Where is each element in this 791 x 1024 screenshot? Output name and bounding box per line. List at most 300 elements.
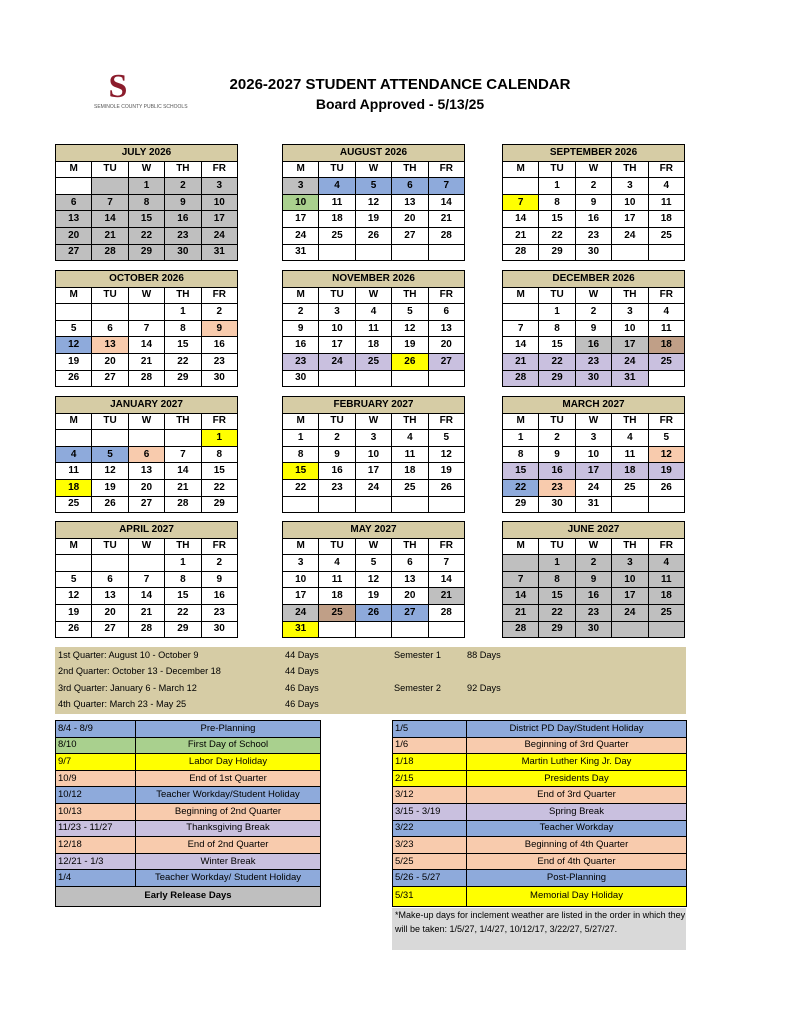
day-cell: 8 — [201, 446, 237, 463]
day-cell: 24 — [612, 353, 648, 370]
day-cell — [355, 244, 391, 261]
day-cell: 13 — [392, 194, 428, 211]
day-cell: 3 — [355, 430, 391, 447]
day-cell: 25 — [319, 227, 355, 244]
weekday-header: TH — [612, 161, 648, 178]
month-september-2026 — [502, 144, 685, 261]
weekday-header: W — [128, 161, 164, 178]
day-cell: 11 — [319, 194, 355, 211]
day-cell: 3 — [283, 178, 319, 195]
month-june-2027 — [502, 521, 685, 638]
day-cell: 19 — [56, 604, 92, 621]
day-cell — [503, 178, 539, 195]
legend-date: 1/18 — [393, 754, 467, 771]
weekday-header: TU — [319, 538, 355, 555]
day-cell — [612, 496, 648, 513]
month-name: MAY 2027 — [283, 522, 465, 539]
day-cell: 21 — [428, 211, 464, 228]
day-cell — [428, 621, 464, 638]
semester1-label: Semester 1 — [394, 650, 441, 660]
semester2-label: Semester 2 — [394, 683, 441, 693]
day-cell: 5 — [355, 178, 391, 195]
day-cell: 25 — [612, 479, 648, 496]
day-cell: 11 — [392, 446, 428, 463]
day-cell: 2 — [539, 430, 575, 447]
weekday-header: W — [355, 538, 391, 555]
legend-date: 12/21 - 1/3 — [56, 853, 136, 870]
day-cell: 25 — [56, 496, 92, 513]
day-cell: 13 — [92, 337, 128, 354]
legend-row — [393, 770, 687, 787]
day-cell: 19 — [428, 463, 464, 480]
day-cell: 9 — [283, 320, 319, 337]
day-cell: 1 — [165, 304, 201, 321]
month-october-2026 — [55, 270, 238, 387]
day-cell: 29 — [201, 496, 237, 513]
legend-date: 8/4 - 8/9 — [56, 721, 136, 738]
day-cell: 11 — [648, 320, 684, 337]
day-cell: 8 — [165, 571, 201, 588]
day-cell: 16 — [575, 588, 611, 605]
day-cell: 3 — [319, 304, 355, 321]
day-cell: 16 — [201, 337, 237, 354]
day-cell: 22 — [503, 479, 539, 496]
weekday-header: TH — [612, 538, 648, 555]
day-cell: 9 — [575, 320, 611, 337]
day-cell: 21 — [128, 353, 164, 370]
day-cell: 15 — [201, 463, 237, 480]
day-cell: 1 — [539, 555, 575, 572]
day-cell: 6 — [92, 571, 128, 588]
day-cell: 4 — [648, 304, 684, 321]
weekday-header: TU — [539, 538, 575, 555]
day-cell: 5 — [56, 571, 92, 588]
weekday-header: FR — [201, 413, 237, 430]
day-cell: 11 — [612, 446, 648, 463]
month-name: DECEMBER 2026 — [503, 271, 685, 288]
day-cell: 11 — [648, 571, 684, 588]
day-cell: 5 — [392, 304, 428, 321]
day-cell: 22 — [165, 604, 201, 621]
legend-row — [56, 803, 321, 820]
weekday-header: FR — [648, 161, 684, 178]
day-cell: 13 — [428, 320, 464, 337]
weekday-header: TU — [539, 161, 575, 178]
weekday-header: TH — [165, 538, 201, 555]
day-cell: 27 — [92, 621, 128, 638]
day-cell: 19 — [648, 463, 684, 480]
day-cell: 10 — [612, 194, 648, 211]
day-cell: 24 — [575, 479, 611, 496]
day-cell: 4 — [648, 178, 684, 195]
semester2-days: 92 Days — [467, 683, 501, 693]
day-cell: 27 — [392, 227, 428, 244]
day-cell: 2 — [283, 304, 319, 321]
legend-date: 1/4 — [56, 870, 136, 887]
day-cell — [56, 555, 92, 572]
day-cell: 31 — [283, 621, 319, 638]
weekday-header: FR — [648, 413, 684, 430]
day-cell: 15 — [283, 463, 319, 480]
legend-row — [56, 770, 321, 787]
legend-label: Teacher Workday/ Student Holiday — [136, 870, 321, 887]
day-cell: 8 — [503, 446, 539, 463]
q2-days: 44 Days — [285, 666, 319, 676]
day-cell — [392, 621, 428, 638]
day-cell: 7 — [165, 446, 201, 463]
day-cell: 30 — [201, 370, 237, 387]
weekday-header: FR — [428, 413, 464, 430]
day-cell: 1 — [128, 178, 164, 195]
day-cell: 10 — [612, 571, 648, 588]
day-cell: 13 — [392, 571, 428, 588]
day-cell: 26 — [428, 479, 464, 496]
day-cell: 22 — [539, 604, 575, 621]
day-cell: 29 — [128, 244, 164, 261]
day-cell: 2 — [165, 178, 201, 195]
legend-label: Teacher Workday/Student Holiday — [136, 787, 321, 804]
weekday-header: TU — [319, 413, 355, 430]
legend-row — [393, 870, 687, 887]
day-cell: 30 — [575, 621, 611, 638]
day-cell: 20 — [128, 479, 164, 496]
day-cell: 9 — [201, 320, 237, 337]
weekday-header: W — [575, 413, 611, 430]
day-cell: 16 — [539, 463, 575, 480]
legend-row — [56, 754, 321, 771]
legend-row — [393, 886, 687, 906]
day-cell: 12 — [428, 446, 464, 463]
day-cell: 31 — [575, 496, 611, 513]
day-cell: 23 — [201, 604, 237, 621]
legend-date: 2/15 — [393, 770, 467, 787]
weekday-header: M — [283, 538, 319, 555]
day-cell: 16 — [201, 588, 237, 605]
legend-date: 9/7 — [56, 754, 136, 771]
legend-label: First Day of School — [136, 737, 321, 754]
day-cell: 12 — [92, 463, 128, 480]
month-name: NOVEMBER 2026 — [283, 271, 465, 288]
day-cell: 30 — [201, 621, 237, 638]
day-cell — [648, 496, 684, 513]
weekday-header: TH — [392, 413, 428, 430]
weekday-header: M — [56, 538, 92, 555]
day-cell: 21 — [128, 604, 164, 621]
day-cell: 1 — [165, 555, 201, 572]
month-december-2026 — [502, 270, 685, 387]
logo-text: SEMINOLE COUNTY PUBLIC SCHOOLS — [94, 104, 188, 110]
day-cell: 23 — [539, 479, 575, 496]
day-cell — [128, 304, 164, 321]
day-cell: 1 — [539, 304, 575, 321]
day-cell — [648, 244, 684, 261]
day-cell: 11 — [56, 463, 92, 480]
legend-row — [393, 787, 687, 804]
legend-label: Labor Day Holiday — [136, 754, 321, 771]
legend-label: Winter Break — [136, 853, 321, 870]
day-cell: 10 — [201, 194, 237, 211]
day-cell: 1 — [503, 430, 539, 447]
day-cell: 30 — [575, 244, 611, 261]
day-cell: 26 — [92, 496, 128, 513]
day-cell: 19 — [92, 479, 128, 496]
day-cell: 7 — [428, 555, 464, 572]
day-cell: 3 — [283, 555, 319, 572]
legend-label: District PD Day/Student Holiday — [467, 721, 687, 738]
weekday-header: TU — [92, 161, 128, 178]
weekday-header: TU — [319, 287, 355, 304]
weekday-header: TU — [539, 413, 575, 430]
day-cell — [92, 555, 128, 572]
day-cell — [392, 244, 428, 261]
legend-date: 10/13 — [56, 803, 136, 820]
day-cell: 9 — [201, 571, 237, 588]
day-cell: 21 — [92, 227, 128, 244]
day-cell: 11 — [319, 571, 355, 588]
day-cell: 28 — [428, 227, 464, 244]
day-cell: 21 — [503, 604, 539, 621]
weekday-header: M — [283, 287, 319, 304]
day-cell: 6 — [128, 446, 164, 463]
day-cell: 18 — [319, 588, 355, 605]
day-cell: 1 — [201, 430, 237, 447]
early-release-row — [56, 886, 321, 906]
day-cell: 3 — [575, 430, 611, 447]
legend-row — [393, 754, 687, 771]
legend-date: 3/23 — [393, 837, 467, 854]
day-cell: 22 — [539, 353, 575, 370]
day-cell: 26 — [392, 353, 428, 370]
day-cell: 8 — [128, 194, 164, 211]
day-cell: 8 — [283, 446, 319, 463]
day-cell: 4 — [612, 430, 648, 447]
day-cell: 25 — [319, 604, 355, 621]
day-cell: 6 — [92, 320, 128, 337]
day-cell: 16 — [319, 463, 355, 480]
semester1-days: 88 Days — [467, 650, 501, 660]
weekday-header: FR — [428, 287, 464, 304]
day-cell: 17 — [283, 588, 319, 605]
weekday-header: TH — [165, 161, 201, 178]
day-cell: 15 — [128, 211, 164, 228]
day-cell: 2 — [319, 430, 355, 447]
day-cell: 26 — [355, 227, 391, 244]
day-cell: 29 — [539, 621, 575, 638]
legend-label: End of 1st Quarter — [136, 770, 321, 787]
legend-date: 10/12 — [56, 787, 136, 804]
day-cell: 12 — [56, 588, 92, 605]
day-cell: 18 — [56, 479, 92, 496]
day-cell: 21 — [165, 479, 201, 496]
weekday-header: TH — [612, 287, 648, 304]
day-cell: 29 — [165, 621, 201, 638]
q1-label: 1st Quarter: August 10 - October 9 — [58, 650, 199, 660]
day-cell: 5 — [648, 430, 684, 447]
day-cell: 29 — [503, 496, 539, 513]
day-cell: 6 — [392, 555, 428, 572]
legend-row — [393, 820, 687, 837]
day-cell: 27 — [128, 496, 164, 513]
day-cell: 26 — [648, 479, 684, 496]
day-cell: 15 — [539, 337, 575, 354]
day-cell: 29 — [539, 370, 575, 387]
day-cell: 28 — [128, 621, 164, 638]
day-cell: 6 — [56, 194, 92, 211]
day-cell: 9 — [165, 194, 201, 211]
legend-label: Presidents Day — [467, 770, 687, 787]
day-cell — [319, 244, 355, 261]
day-cell: 7 — [428, 178, 464, 195]
day-cell: 28 — [92, 244, 128, 261]
day-cell: 10 — [319, 320, 355, 337]
q2-label: 2nd Quarter: October 13 - December 18 — [58, 666, 221, 676]
district-logo — [94, 68, 188, 124]
day-cell: 17 — [612, 588, 648, 605]
weekday-header: W — [128, 413, 164, 430]
day-cell: 23 — [575, 604, 611, 621]
day-cell: 7 — [503, 194, 539, 211]
legend-row — [56, 787, 321, 804]
day-cell: 4 — [355, 304, 391, 321]
day-cell: 2 — [575, 555, 611, 572]
day-cell: 14 — [128, 588, 164, 605]
weekday-header: FR — [428, 538, 464, 555]
day-cell: 8 — [165, 320, 201, 337]
weekday-header: FR — [201, 538, 237, 555]
day-cell: 22 — [539, 227, 575, 244]
day-cell — [392, 496, 428, 513]
day-cell: 12 — [648, 446, 684, 463]
day-cell: 24 — [612, 604, 648, 621]
legend-label: Beginning of 2nd Quarter — [136, 803, 321, 820]
legend-label: Beginning of 4th Quarter — [467, 837, 687, 854]
day-cell: 14 — [503, 337, 539, 354]
day-cell: 27 — [56, 244, 92, 261]
day-cell: 20 — [392, 588, 428, 605]
day-cell — [503, 555, 539, 572]
day-cell: 25 — [355, 353, 391, 370]
day-cell: 17 — [201, 211, 237, 228]
legend-label: Beginning of 3rd Quarter — [467, 737, 687, 754]
q3-label: 3rd Quarter: January 6 - March 12 — [58, 683, 197, 693]
month-march-2027 — [502, 396, 685, 513]
day-cell: 19 — [392, 337, 428, 354]
weekday-header: M — [503, 538, 539, 555]
month-july-2026 — [55, 144, 238, 261]
day-cell: 27 — [392, 604, 428, 621]
day-cell: 9 — [575, 571, 611, 588]
day-cell: 17 — [575, 463, 611, 480]
day-cell: 22 — [201, 479, 237, 496]
legend-row — [56, 721, 321, 738]
month-january-2027 — [55, 396, 238, 513]
legend-label: End of 3rd Quarter — [467, 787, 687, 804]
day-cell: 23 — [201, 353, 237, 370]
weekday-header: M — [56, 287, 92, 304]
weekday-header: FR — [648, 287, 684, 304]
weekday-header: TU — [539, 287, 575, 304]
legend-date: 3/12 — [393, 787, 467, 804]
legend-date: 1/5 — [393, 721, 467, 738]
weekday-header: TH — [392, 287, 428, 304]
day-cell: 8 — [539, 194, 575, 211]
legend-row — [56, 853, 321, 870]
day-cell: 18 — [648, 337, 684, 354]
day-cell — [612, 621, 648, 638]
day-cell: 4 — [319, 178, 355, 195]
day-cell — [283, 496, 319, 513]
makeup-note: *Make-up days for inclement weather are listed in the order in which they will be taken: 1/5/27, 1/4/27, 10/12/17, 3/22/27, 5/27/27. — [392, 908, 686, 950]
weekday-header: M — [283, 161, 319, 178]
month-name: OCTOBER 2026 — [56, 271, 238, 288]
day-cell: 29 — [539, 244, 575, 261]
weekday-header: M — [503, 161, 539, 178]
day-cell: 12 — [355, 571, 391, 588]
day-cell: 25 — [648, 353, 684, 370]
day-cell — [128, 555, 164, 572]
day-cell — [648, 621, 684, 638]
day-cell: 14 — [92, 211, 128, 228]
weekday-header: TH — [392, 161, 428, 178]
day-cell: 17 — [612, 211, 648, 228]
day-cell: 18 — [319, 211, 355, 228]
day-cell: 11 — [355, 320, 391, 337]
day-cell: 29 — [165, 370, 201, 387]
day-cell: 24 — [319, 353, 355, 370]
early-release-label: Early Release Days — [56, 886, 321, 906]
legend-row — [56, 820, 321, 837]
day-cell — [612, 244, 648, 261]
day-cell: 25 — [392, 479, 428, 496]
day-cell: 16 — [165, 211, 201, 228]
day-cell — [319, 370, 355, 387]
day-cell — [503, 304, 539, 321]
month-august-2026 — [282, 144, 465, 261]
day-cell: 14 — [128, 337, 164, 354]
day-cell: 24 — [283, 604, 319, 621]
legend-date: 8/10 — [56, 737, 136, 754]
day-cell: 30 — [283, 370, 319, 387]
legend-label: End of 2nd Quarter — [136, 837, 321, 854]
day-cell: 21 — [428, 588, 464, 605]
day-cell: 23 — [319, 479, 355, 496]
legend-row — [56, 870, 321, 887]
day-cell: 6 — [428, 304, 464, 321]
day-cell: 31 — [201, 244, 237, 261]
legend-date: 3/22 — [393, 820, 467, 837]
day-cell: 30 — [165, 244, 201, 261]
logo-mark: S — [108, 68, 128, 105]
day-cell: 17 — [355, 463, 391, 480]
legend-date: 10/9 — [56, 770, 136, 787]
weekday-header: FR — [428, 161, 464, 178]
legend-date: 3/15 - 3/19 — [393, 803, 467, 820]
day-cell: 2 — [201, 304, 237, 321]
day-cell: 5 — [355, 555, 391, 572]
legend-label: Spring Break — [467, 803, 687, 820]
day-cell — [355, 621, 391, 638]
day-cell: 23 — [165, 227, 201, 244]
day-cell: 14 — [503, 588, 539, 605]
day-cell: 15 — [165, 337, 201, 354]
day-cell: 10 — [355, 446, 391, 463]
day-cell: 28 — [165, 496, 201, 513]
day-cell: 16 — [575, 211, 611, 228]
day-cell: 20 — [92, 353, 128, 370]
weekday-header: W — [128, 538, 164, 555]
day-cell: 24 — [355, 479, 391, 496]
day-cell: 22 — [128, 227, 164, 244]
